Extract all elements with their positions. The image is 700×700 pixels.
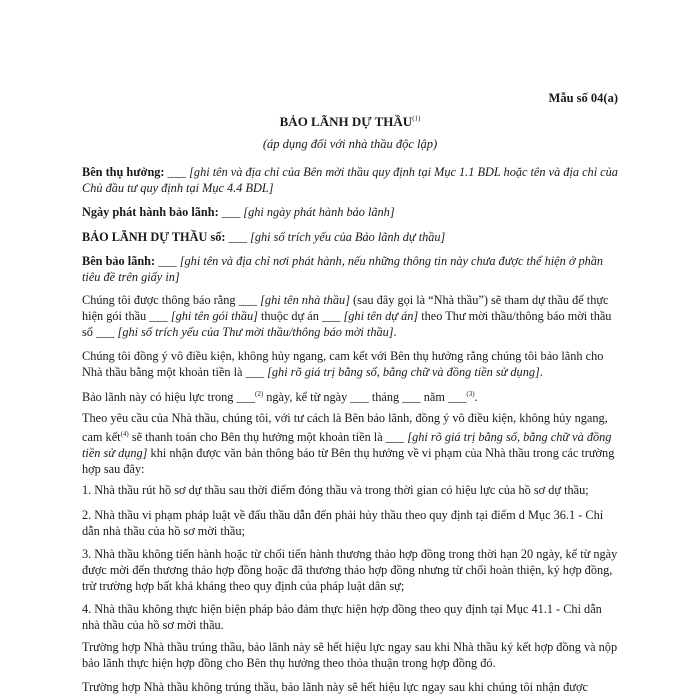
title-text: BẢO LÃNH DỰ THẦU xyxy=(279,114,413,129)
hint-amount: [ghi rõ giá trị bằng số, bằng chữ và đồng tiền sử dụng] xyxy=(267,365,540,379)
text-run: theo Thư mời thầu/thông báo mời thầu số ___ xyxy=(82,309,612,339)
text-run: thuộc dự án ___ xyxy=(257,309,344,323)
guarantor-label: Bên bảo lãnh: xyxy=(82,254,156,268)
hint-amount: [ghi rõ giá trị bằng số, bằng chữ và đồng tiền sử dụng] xyxy=(82,430,612,461)
footnote-ref: (4) xyxy=(120,430,129,438)
list-item-2: 2. Nhà thầu vi phạm pháp luật về đấu thầu dẫn đến phải hủy thầu theo quy định tại điểm d Mục 36.1 - Chỉ dẫn nhà thầu của hồ sơ mời thầu; xyxy=(82,508,604,538)
guarantee-number-blank: ___ xyxy=(228,230,248,244)
paragraph-win: Trường hợp Nhà thầu trúng thầu, bảo lãnh này sẽ hết hiệu lực ngay sau khi Nhà thầu ký kết hợp đồng và nộp bảo lãnh thực hiện hợp đồng cho Bên thụ hưởng theo thỏa thuận trong hợp đồng đó. xyxy=(82,640,618,670)
guarantee-number-hint: [ghi số trích yếu của Bảo lãnh dự thầu] xyxy=(250,230,446,244)
issue-date-hint: [ghi ngày phát hành bảo lãnh] xyxy=(243,205,395,219)
beneficiary-hint: [ghi tên và địa chỉ của Bên mời thầu quy định tại Mục 1.1 BDL hoặc tên và địa chỉ của Chủ đầu tư quy định tại Mục 4.4 BDL] xyxy=(82,165,618,195)
guarantor-field xyxy=(82,253,622,285)
paragraph-lose: Trường hợp Nhà thầu không trúng thầu, bảo lãnh này sẽ hết hiệu lực ngay sau khi chúng tôi nhận được xyxy=(82,680,588,694)
text-run: khi nhận được văn bản thông báo từ Bên thụ hưởng về vi phạm của Nhà thầu trong các trường hợp sau đây: xyxy=(82,446,615,477)
footnote-ref: (3) xyxy=(466,390,475,398)
beneficiary-label: Bên thụ hưởng: xyxy=(82,165,165,179)
paragraph-commitment xyxy=(82,348,622,380)
text-run: . xyxy=(393,325,397,339)
paragraph-validity xyxy=(82,386,622,405)
hint-contractor-name: [ghi tên nhà thầu] xyxy=(260,293,350,307)
issue-date-field xyxy=(82,204,622,220)
paragraph-request xyxy=(82,410,622,477)
text-run: (sau đây gọi là “Nhà thầu”) sẽ tham dự thầu để thực hiện gói thầu ___ xyxy=(82,293,609,323)
form-number: Mẫu số 04(a) xyxy=(548,91,618,105)
beneficiary-field xyxy=(82,164,622,196)
document-title xyxy=(0,114,700,130)
hint-package-name: [ghi tên gói thầu] xyxy=(170,309,258,323)
text-run: Chúng tôi được thông báo rằng ___ xyxy=(82,293,261,307)
list-item-1: 1. Nhà thầu rút hồ sơ dự thầu sau thời điểm đóng thầu và trong thời gian có hiệu lực của hồ sơ dự thầu; xyxy=(82,483,589,497)
text-run: sẽ thanh toán cho Bên thụ hưởng một khoản tiền là ___ xyxy=(128,430,408,445)
text-run: Bảo lãnh này có hiệu lực trong ___ xyxy=(82,390,255,405)
issue-date-blank: ___ xyxy=(221,205,241,219)
guarantee-number-field xyxy=(82,229,622,245)
text-run: Theo yêu cầu của Nhà thầu, chúng tôi, với tư cách là Bên bảo lãnh, đồng ý vô điều kiện, không hủy ngang, cam kết xyxy=(82,411,608,445)
list-item-4: 4. Nhà thầu không thực hiện biện pháp bảo đảm thực hiện hợp đồng theo quy định tại Mục 41.1 - Chỉ dẫn nhà thầu của hồ sơ mời thầu. xyxy=(82,602,602,632)
issue-date-label: Ngày phát hành bảo lãnh: xyxy=(82,205,219,219)
title-footnote: (1) xyxy=(412,114,421,123)
guarantor-hint: [ghi tên và địa chỉ nơi phát hành, nếu những thông tin này chưa được thể hiện ở phần tiêu đề trên giấy in] xyxy=(82,254,604,284)
paragraph-notified xyxy=(82,292,622,340)
text-run: . xyxy=(474,390,478,405)
text-run: ngày, kể từ ngày ___ tháng ___ năm ___ xyxy=(263,390,467,405)
guarantor-blank: ___ xyxy=(158,254,177,268)
text-run: Chúng tôi đồng ý vô điều kiện, không hủy ngang, cam kết với Bên thụ hưởng rằng chúng tôi bảo lãnh cho Nhà thầu bằng một khoản tiền là ___ xyxy=(82,349,604,379)
text-run: . xyxy=(539,365,543,379)
hint-project-name: [ghi tên dự án] xyxy=(343,309,419,323)
guarantee-number-label: BẢO LÃNH DỰ THẦU số: xyxy=(82,230,226,244)
hint-invitation-number: [ghi số trích yếu của Thư mời thầu/thông báo mời thầu] xyxy=(117,325,394,339)
beneficiary-blank: ___ xyxy=(167,165,187,179)
list-item-3: 3. Nhà thầu không tiến hành hoặc từ chối tiến hành thương thảo hợp đồng trong thời hạn 20 ngày, kể từ ngày được mời đến thương thảo hợp đồng hoặc đã thương thảo hợp đồng nhưng từ chối hoàn thiện, ký hợp đồng, trừ trường hợp bất khả kháng theo quy định của pháp luật dân sự; xyxy=(82,547,618,593)
document-subtitle: (áp dụng đối với nhà thầu độc lập) xyxy=(262,137,438,151)
footnote-ref: (2) xyxy=(254,390,264,398)
